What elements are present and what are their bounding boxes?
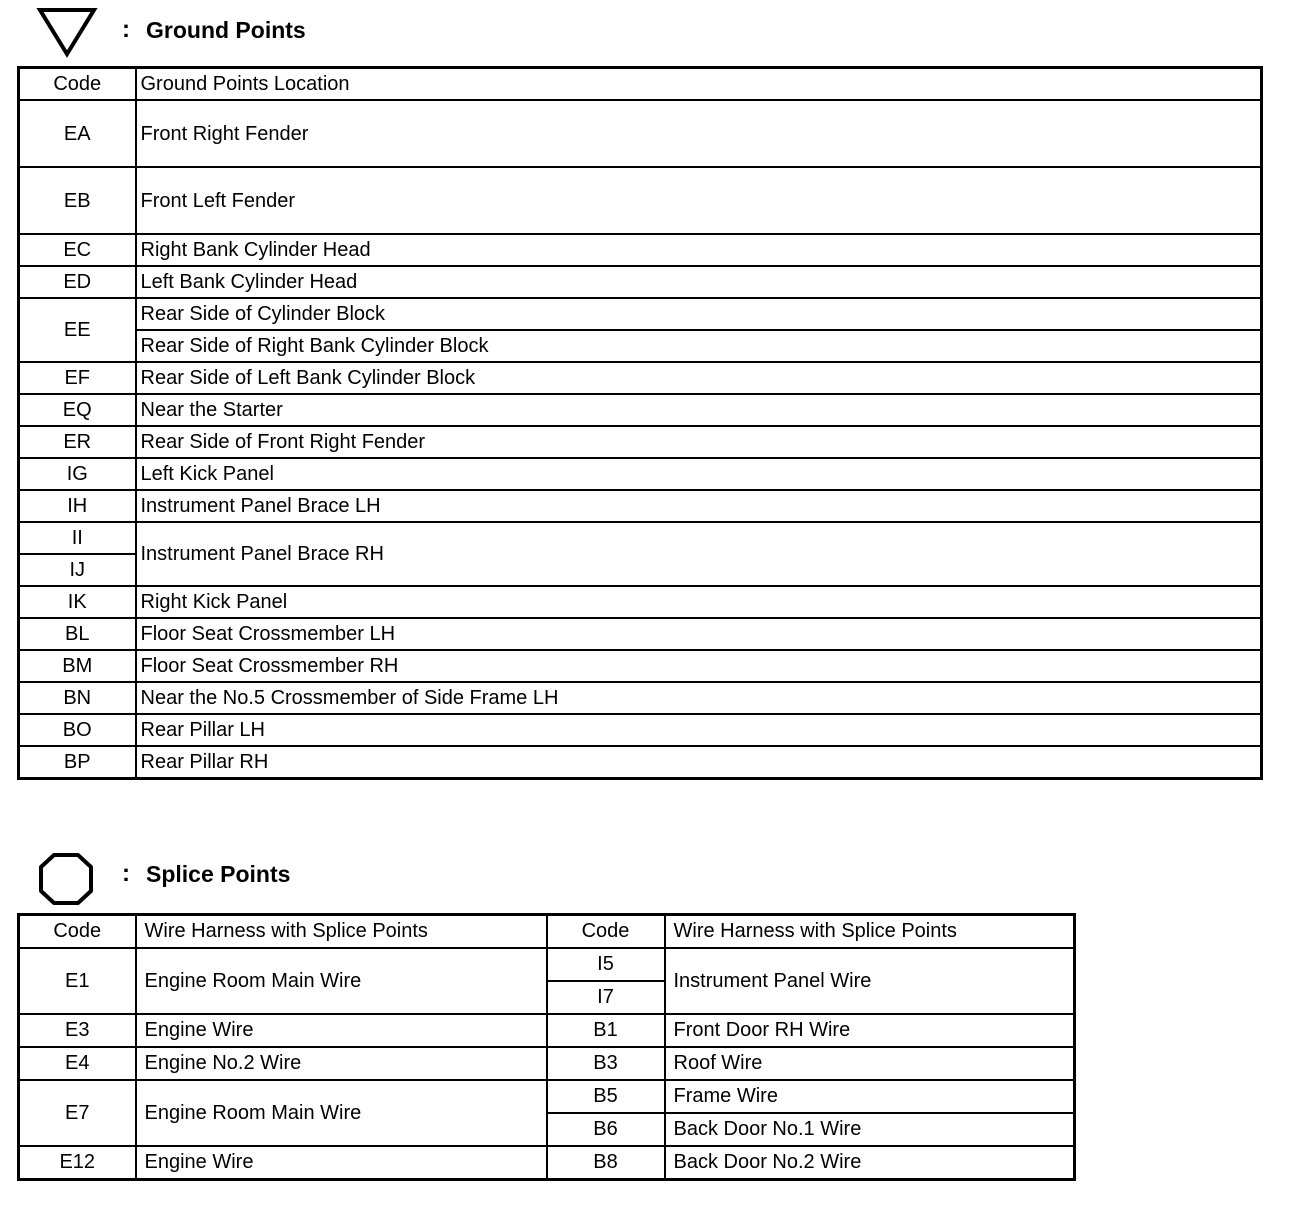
splice-code: B1 — [547, 1014, 665, 1047]
ground-code: IK — [19, 586, 136, 618]
splice-code: B6 — [547, 1113, 665, 1146]
table-row — [19, 746, 1262, 779]
splice-code: E1 — [19, 948, 136, 1014]
ground-location: Near the Starter — [136, 394, 1262, 426]
ground-location: Floor Seat Crossmember LH — [136, 618, 1262, 650]
splice-wire: Engine Room Main Wire — [136, 948, 547, 1014]
table-row — [19, 362, 1262, 394]
splice-wire: Back Door No.2 Wire — [665, 1146, 1075, 1180]
ground-code: EQ — [19, 394, 136, 426]
triangle-down-icon — [36, 6, 98, 58]
ground-location: Rear Pillar RH — [136, 746, 1262, 779]
splice-code: E12 — [19, 1146, 136, 1180]
table-row — [19, 586, 1262, 618]
table-row — [19, 266, 1262, 298]
ground-location: Rear Pillar LH — [136, 714, 1262, 746]
ground-location: Instrument Panel Brace LH — [136, 490, 1262, 522]
splice-points-colon: : — [122, 860, 130, 887]
right-code-column-header: Code — [547, 915, 665, 949]
table-row — [19, 298, 1262, 330]
table-row — [19, 394, 1262, 426]
ground-code: BO — [19, 714, 136, 746]
table-row — [19, 167, 1262, 234]
table-row — [19, 490, 1262, 522]
ground-code: EE — [19, 298, 136, 362]
table-row — [19, 522, 1262, 554]
splice-points-table — [17, 913, 1076, 1181]
splice-points-title: Splice Points — [146, 861, 291, 887]
splice-wire: Engine Room Main Wire — [136, 1080, 547, 1146]
table-row — [19, 618, 1262, 650]
splice-code: I5 — [547, 948, 665, 981]
table-row — [19, 948, 1075, 981]
ground-location: Rear Side of Front Right Fender — [136, 426, 1262, 458]
ground-location: Near the No.5 Crossmember of Side Frame LH — [136, 682, 1262, 714]
ground-points-title: Ground Points — [146, 17, 306, 43]
ground-location: Rear Side of Left Bank Cylinder Block — [136, 362, 1262, 394]
left-code-column-header: Code — [19, 915, 136, 949]
splice-wire: Frame Wire — [665, 1080, 1075, 1113]
table-row — [19, 650, 1262, 682]
splice-wire: Engine Wire — [136, 1014, 547, 1047]
table-row — [19, 330, 1262, 362]
table-row — [19, 100, 1262, 167]
ground-code: BL — [19, 618, 136, 650]
splice-wire: Roof Wire — [665, 1047, 1075, 1080]
ground-code: EB — [19, 167, 136, 234]
splice-code: E3 — [19, 1014, 136, 1047]
ground-code: EF — [19, 362, 136, 394]
location-column-header: Ground Points Location — [136, 68, 1262, 101]
ground-points-heading — [36, 6, 356, 62]
ground-code: II — [19, 522, 136, 554]
ground-code: BN — [19, 682, 136, 714]
splice-wire: Engine Wire — [136, 1146, 547, 1180]
ground-code: EA — [19, 100, 136, 167]
table-row — [19, 458, 1262, 490]
ground-location: Instrument Panel Brace RH — [136, 522, 1262, 586]
table-row — [19, 1080, 1075, 1113]
octagon-icon — [36, 850, 96, 908]
ground-code: IH — [19, 490, 136, 522]
ground-location: Front Right Fender — [136, 100, 1262, 167]
ground-location: Right Bank Cylinder Head — [136, 234, 1262, 266]
ground-code: IG — [19, 458, 136, 490]
ground-code: ED — [19, 266, 136, 298]
ground-location: Right Kick Panel — [136, 586, 1262, 618]
splice-code: B3 — [547, 1047, 665, 1080]
ground-location: Rear Side of Right Bank Cylinder Block — [136, 330, 1262, 362]
table-row — [19, 1047, 1075, 1080]
splice-wire: Engine No.2 Wire — [136, 1047, 547, 1080]
splice-code: I7 — [547, 981, 665, 1014]
code-column-header: Code — [19, 68, 136, 101]
splice-wire: Back Door No.1 Wire — [665, 1113, 1075, 1146]
splice-code: E7 — [19, 1080, 136, 1146]
table-row — [19, 234, 1262, 266]
ground-code: BM — [19, 650, 136, 682]
table-header-row — [19, 68, 1262, 101]
table-row — [19, 426, 1262, 458]
ground-code: EC — [19, 234, 136, 266]
table-row — [19, 1014, 1075, 1047]
ground-location: Floor Seat Crossmember RH — [136, 650, 1262, 682]
table-row — [19, 714, 1262, 746]
ground-location: Rear Side of Cylinder Block — [136, 298, 1262, 330]
ground-code: IJ — [19, 554, 136, 586]
table-row — [19, 682, 1262, 714]
splice-points-heading — [36, 850, 356, 906]
ground-location: Left Bank Cylinder Head — [136, 266, 1262, 298]
splice-code: E4 — [19, 1047, 136, 1080]
left-wire-column-header: Wire Harness with Splice Points — [136, 915, 547, 949]
ground-points-table — [17, 66, 1263, 780]
ground-location: Left Kick Panel — [136, 458, 1262, 490]
splice-code: B5 — [547, 1080, 665, 1113]
splice-wire: Instrument Panel Wire — [665, 948, 1075, 1014]
table-row — [19, 1146, 1075, 1180]
table-header-row — [19, 915, 1075, 949]
splice-code: B8 — [547, 1146, 665, 1180]
right-wire-column-header: Wire Harness with Splice Points — [665, 915, 1075, 949]
ground-code: BP — [19, 746, 136, 779]
ground-code: ER — [19, 426, 136, 458]
ground-location: Front Left Fender — [136, 167, 1262, 234]
ground-points-colon: : — [122, 16, 130, 43]
splice-wire: Front Door RH Wire — [665, 1014, 1075, 1047]
